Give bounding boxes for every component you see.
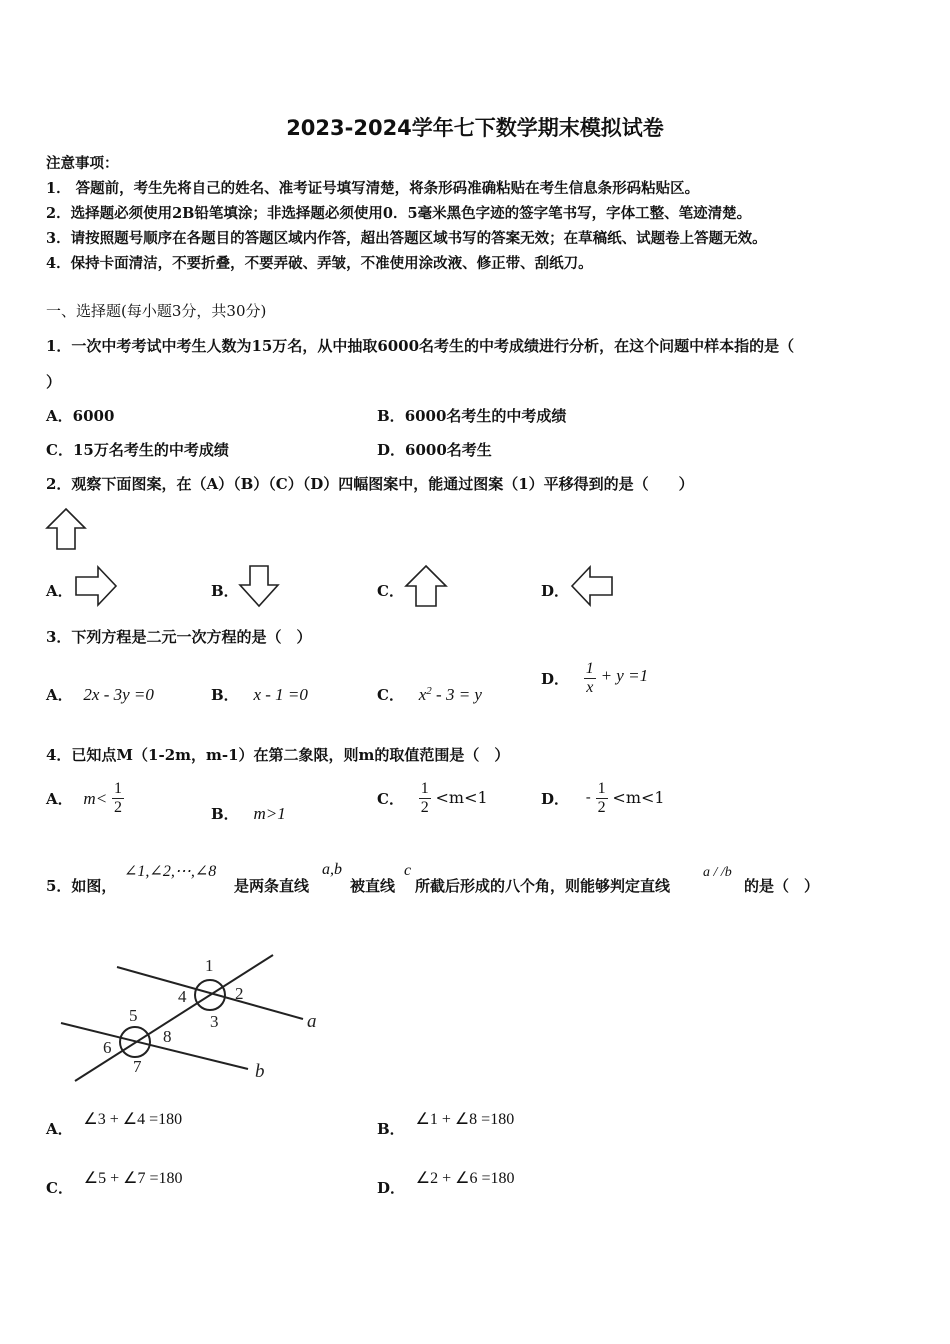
option-expr: 2x - 3y =0 (83, 685, 154, 704)
q3-option-c (377, 684, 482, 705)
option-text: 15万名考生的中考成绩 (72, 441, 229, 459)
q1-option-d (377, 439, 492, 460)
option-expr: ∠2 + ∠6 =180 (415, 1170, 515, 1187)
option-label: A． (46, 790, 73, 808)
q3-stem: 3．下列方程是二元一次方程的是（ ） (46, 628, 312, 646)
angle-label: 7 (133, 1057, 142, 1076)
q4-option-a (46, 780, 124, 817)
q4-option-b (211, 803, 286, 824)
option-text: 6000名考生 (405, 441, 492, 459)
option-label: A． (46, 686, 73, 704)
option-label: A． (46, 1120, 73, 1138)
fraction-numerator: 1 (420, 780, 429, 797)
q5-stem-d: 所截后形成的八个角，则能够判定直线 (415, 877, 671, 895)
q4-stem: 4．已知点M（1-2m，m-1）在第二象限，则m的取值范围是（ ） (46, 746, 510, 764)
fraction (112, 780, 124, 817)
q2-option-label: A． (46, 582, 73, 600)
option-expr: ∠1 + ∠8 =180 (415, 1111, 515, 1128)
option-label: B． (211, 805, 239, 823)
option-label: C． (377, 686, 404, 704)
angle-label: 5 (129, 1006, 138, 1025)
fraction-numerator: 1 (113, 780, 122, 797)
line-c (75, 955, 273, 1081)
fraction-denominator: x (586, 679, 594, 696)
q1-option-c (46, 439, 229, 460)
fraction (584, 660, 596, 697)
q1-stem: 1．一次中考考试中考生人数为15万名，从中抽取6000名考生的中考成绩进行分析，在这个问题中样本指的是（ (46, 337, 795, 355)
option-expr-pre: m< (83, 788, 108, 808)
option-label: C． (46, 441, 73, 459)
notice-item: 1． 答题前，考生先将自己的姓名、准考证号填写清楚，将条形码准确粘贴在考生信息条形码粘贴区。 (46, 180, 700, 197)
q1-option-b (377, 405, 566, 426)
option-label: B． (211, 686, 239, 704)
q5-option-d (377, 1167, 515, 1197)
fraction-denominator: 2 (597, 799, 606, 816)
q4-option-d (541, 780, 665, 817)
q5-stem-b: 是两条直线 (234, 877, 310, 895)
option-label: A． (46, 407, 73, 425)
option-label: B． (377, 407, 405, 425)
option-expr-rest: - 3 = y (431, 685, 482, 704)
q3-option-d (541, 660, 648, 697)
q5-option-c (46, 1167, 183, 1197)
q5-lines-ab: a,b (322, 861, 342, 878)
option-expr-base: x (418, 685, 427, 704)
option-expr: m>1 (253, 804, 286, 823)
q5-stem-a: 5．如图， (46, 877, 117, 895)
angle-label: 2 (235, 984, 244, 1003)
q5-parallel: a / /b (703, 865, 732, 880)
q2-option-label: C． (377, 582, 404, 600)
option-expr-post: <m<1 (612, 788, 665, 807)
notice-item: 3．请按照题号顺序在各题目的答题区域内作答，超出答题区域书写的答案无效；在草稿纸、试题卷上答题无效。 (46, 230, 767, 247)
q1-option-a (46, 405, 114, 426)
option-text: 6000名考生的中考成绩 (404, 407, 567, 425)
option-expr-post: <m<1 (435, 788, 488, 807)
q3-option-a (46, 684, 154, 705)
option-label: D． (541, 790, 570, 808)
q5-option-a (46, 1108, 183, 1138)
fraction (419, 780, 431, 817)
line-label: a (307, 1011, 317, 1032)
option-label: D． (377, 441, 406, 459)
option-expr-pre: - (585, 788, 596, 806)
option-label: C． (46, 1179, 73, 1197)
notice-heading: 注意事项： (46, 155, 119, 172)
transversal-figure (55, 945, 335, 1090)
q1-stem-end: ） (46, 373, 62, 391)
q2-option-label: B． (211, 582, 239, 600)
option-expr: ∠5 + ∠7 =180 (83, 1170, 183, 1187)
angle-label: 8 (163, 1027, 172, 1046)
angle-label: 1 (205, 956, 214, 975)
fraction (596, 780, 608, 817)
angle-label: 6 (103, 1038, 112, 1057)
q5-stem-c: 被直线 (350, 877, 396, 895)
q5-angles: ∠1,∠2,⋯,∠8 (124, 863, 217, 880)
angle-label: 3 (210, 1012, 219, 1031)
notice-item: 4．保持卡面清洁，不要折叠，不要弄破、弄皱，不准使用涂改液、修正带、刮纸刀。 (46, 255, 593, 272)
section-heading: 一、选择题(每小题3分，共30分) (46, 302, 267, 320)
option-expr: x - 1 =0 (253, 685, 308, 704)
option-expr: ∠3 + ∠4 =180 (83, 1111, 183, 1128)
option-expr-exponent: 2 (426, 685, 432, 697)
q2-stem: 2．观察下面图案，在（A）（B）（C）（D）四幅图案中，能通过图案（1）平移得到的是（ ） (46, 475, 694, 493)
angle-label: 4 (178, 987, 187, 1006)
q5-option-b (377, 1108, 515, 1138)
q4-option-c (377, 780, 488, 817)
q5-line-c: c (404, 862, 412, 879)
line-label: b (255, 1061, 265, 1082)
option-expr-rest: + y =1 (600, 666, 649, 685)
option-label: D． (541, 670, 570, 688)
option-text: 6000 (72, 407, 115, 425)
arrow-right-icon (72, 564, 120, 608)
option-label: B． (377, 1120, 405, 1138)
q5-stem-e: 的是（ ） (744, 877, 820, 895)
fraction-numerator: 1 (597, 780, 606, 797)
notice-item: 2．选择题必须使用2B铅笔填涂；非选择题必须使用0．5毫米黑色字迹的签字笔书写，字体工整、笔迹清楚。 (46, 205, 752, 222)
fraction-numerator: 1 (585, 660, 594, 677)
q3-option-b (211, 684, 308, 705)
arrow-up-icon (44, 506, 88, 552)
arrow-down-icon (236, 563, 282, 609)
q2-option-label: D． (541, 582, 570, 600)
arrow-up-icon (402, 563, 450, 609)
arrow-left-icon (568, 564, 616, 608)
fraction-denominator: 2 (420, 799, 429, 816)
option-label: D． (377, 1179, 406, 1197)
fraction-denominator: 2 (113, 799, 122, 816)
page-title: 2023-2024学年七下数学期末模拟试卷 (286, 116, 664, 140)
option-label: C． (377, 790, 404, 808)
